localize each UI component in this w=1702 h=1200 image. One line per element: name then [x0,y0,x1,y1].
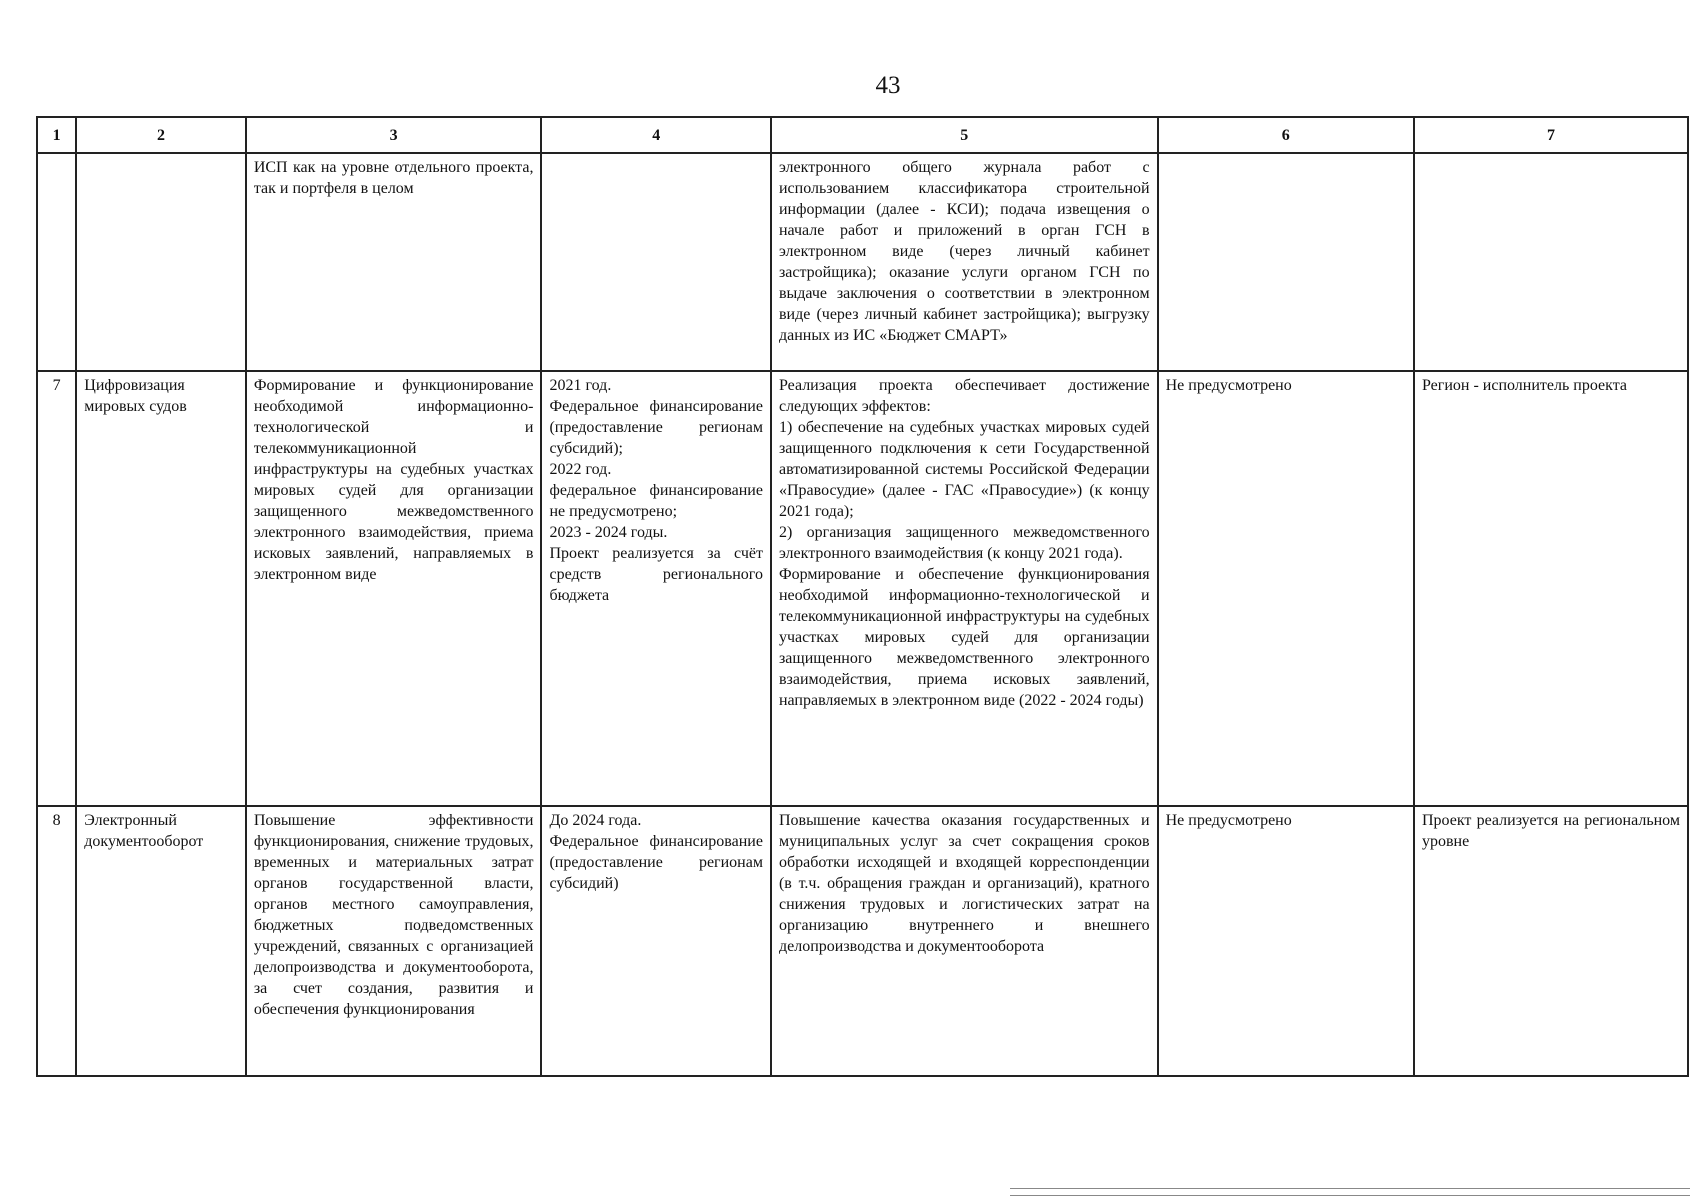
effects-line: Реализация проекта обеспечивает достижение следующих эффектов: [778,377,1150,415]
column-header: 5 [771,117,1158,153]
project-risks: Не предусмотрено [1158,371,1414,806]
column-header: 1 [37,117,76,153]
page-number: 43 [875,72,901,99]
project-risks [1158,153,1414,371]
row-number [37,153,76,371]
project-effects: электронного общего журнала работ с использованием классификатора строительной информации (далее - КСИ); подача извещения о начале работ и приложений в орган ГСН в электронном виде (через личный кабинет застройщика); оказание услуги органом ГСН по выдаче заключения о соответствии в электронном виде (через личный кабинет застройщика); выгрузку данных из ИС «Бюджет СМАРТ» [771,153,1158,371]
projects-table [36,116,1689,1077]
project-name: Электронный документооборот [76,806,246,1076]
project-goal: Формирование и функционирование необходимой информационно-технологической и телекоммуникационной инфраструктуры на судебных участках мировых судей для организации защищенного межведомственного электронного взаимодействия, приема исковых заявлений, направляемых в электронном виде [246,371,542,806]
financing-line: Федеральное финансирование (предоставление регионам субсидий); [549,398,763,457]
table-row [37,371,1688,806]
scan-artifact-line [1010,1195,1690,1196]
column-header: 7 [1414,117,1688,153]
financing-line: федеральное финансирование не предусмотрено; [549,482,763,520]
project-goal: Повышение эффективности функционирования, снижение трудовых, временных и материальных затрат органов государственной власти, органов местного самоуправления, бюджетных подведомственных учреждений, связанных с организацией делопроизводства и документооборота, за счет создания, развития и обеспечения функционирования [246,806,542,1076]
effects-line: 1) обеспечение на судебных участках мировых судей защищенного подключения к сети Государственной автоматизированной системы Российской Федерации «Правосудие» (далее - ГАС «Правосудие») (к концу 2021 года); [778,419,1150,520]
table-header-row [37,117,1688,153]
scan-artifact-line [1010,1188,1690,1189]
project-name [76,153,246,371]
column-header: 3 [246,117,542,153]
financing-line: До 2024 года. [549,812,642,829]
project-executor: Проект реализуется на региональном уровне [1414,806,1688,1076]
project-risks: Не предусмотрено [1158,806,1414,1076]
table-row [37,806,1688,1076]
financing-line: 2021 год. [549,377,612,394]
project-effects [771,371,1158,806]
project-financing [541,371,771,806]
project-goal: ИСП как на уровне отдельного проекта, так и портфеля в целом [246,153,542,371]
project-name: Цифровизация мировых судов [76,371,246,806]
effects-line: 2) организация защищенного межведомственного электронного взаимодействия (к концу 2021 года). [778,524,1150,562]
column-header: 4 [541,117,771,153]
row-number: 8 [37,806,76,1076]
financing-line: 2022 год. [549,461,612,478]
project-financing [541,806,771,1076]
table-row [37,153,1688,371]
row-number: 7 [37,371,76,806]
financing-line: Федеральное финансирование (предоставление регионам субсидий) [549,833,763,892]
column-header: 6 [1158,117,1414,153]
project-executor [1414,153,1688,371]
financing-line: Проект реализуется за счёт средств регионального бюджета [549,545,763,604]
column-header: 2 [76,117,246,153]
project-effects: Повышение качества оказания государственных и муниципальных услуг за счет сокращения сроков обработки исходящей и входящей корреспонденции (в т.ч. обращения граждан и организаций), кратного снижения трудовых и логистических затрат на организацию внутреннего и внешнего делопроизводства и документооборота [771,806,1158,1076]
project-executor: Регион - исполнитель проекта [1414,371,1688,806]
effects-line: Формирование и обеспечение функционирования необходимой информационно-технологической и телекоммуникационной инфраструктуры на судебных участках мировых судей для организации защищенного межведомственного электронного взаимодействия, приема исковых заявлений, направляемых в электронном виде (2022 - 2024 годы) [778,566,1150,709]
financing-line: 2023 - 2024 годы. [549,524,668,541]
project-financing [541,153,771,371]
